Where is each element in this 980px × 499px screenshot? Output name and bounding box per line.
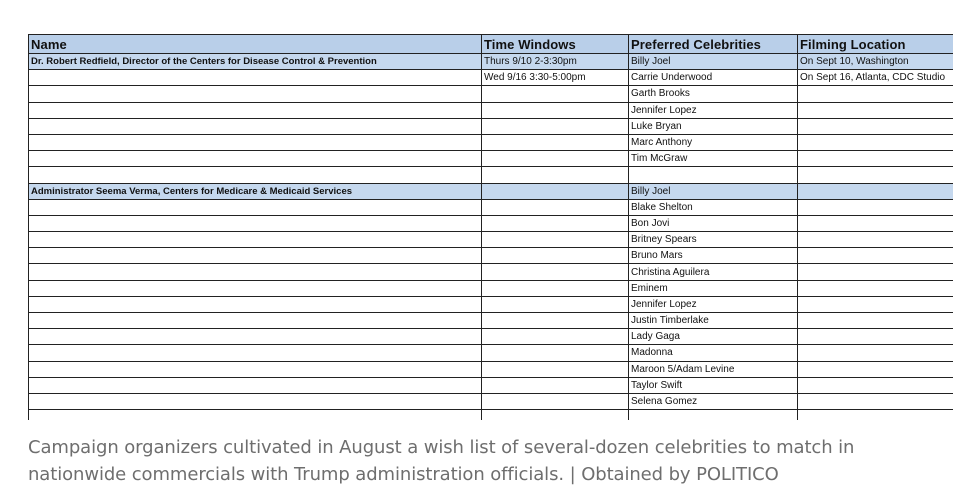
cell-filming-location <box>798 264 954 280</box>
table-row <box>29 393 954 409</box>
cell-filming-location <box>798 248 954 264</box>
cell-name <box>29 345 482 361</box>
cell-time-window <box>482 134 629 150</box>
cell-celebrity: Jennifer Lopez <box>629 102 798 118</box>
cell-filming-location <box>798 199 954 215</box>
cell-name <box>29 248 482 264</box>
cell-celebrity: Garth Brooks <box>629 86 798 102</box>
cell-filming-location <box>798 167 954 183</box>
table-row <box>29 167 954 183</box>
table-row <box>29 280 954 296</box>
cell-time-window <box>482 183 629 199</box>
cell-celebrity: Bon Jovi <box>629 215 798 231</box>
cell-name <box>29 393 482 409</box>
cell-time-window <box>482 215 629 231</box>
table-row <box>29 248 954 264</box>
cell-celebrity: Carrie Underwood <box>629 70 798 86</box>
cell-time-window: Wed 9/16 3:30-5:00pm <box>482 70 629 86</box>
cell-celebrity: Lady Gaga <box>629 329 798 345</box>
cell-name <box>29 264 482 280</box>
cell-name <box>29 215 482 231</box>
cell-name <box>29 151 482 167</box>
cell-celebrity: Madonna <box>629 345 798 361</box>
table-row <box>29 361 954 377</box>
cell-name <box>29 280 482 296</box>
cell-name <box>29 296 482 312</box>
cell-celebrity: Maroon 5/Adam Levine <box>629 361 798 377</box>
table-row <box>29 329 954 345</box>
cell-celebrity: Christina Aguilera <box>629 264 798 280</box>
cell-celebrity: Billy Joel <box>629 54 798 70</box>
cell-celebrity: Eminem <box>629 280 798 296</box>
table-row <box>29 86 954 102</box>
cell-filming-location <box>798 86 954 102</box>
celebrity-wish-list-table <box>28 34 953 420</box>
table-row <box>29 345 954 361</box>
cell-time-window <box>482 264 629 280</box>
cell-name <box>29 167 482 183</box>
cell-time-window <box>482 329 629 345</box>
cell-filming-location <box>798 361 954 377</box>
cell-filming-location <box>798 296 954 312</box>
table-body <box>29 54 954 421</box>
cell-filming-location <box>798 118 954 134</box>
cell-celebrity: Blake Shelton <box>629 199 798 215</box>
cell-time-window <box>482 151 629 167</box>
cell-filming-location <box>798 215 954 231</box>
cell-name <box>29 134 482 150</box>
header-name: Name <box>29 35 482 54</box>
cell-filming-location <box>798 329 954 345</box>
cell-celebrity: Bruno Mars <box>629 248 798 264</box>
cell-celebrity: Tim McGraw <box>629 151 798 167</box>
table-header-row <box>29 35 954 54</box>
cell-name <box>29 329 482 345</box>
cell-time-window <box>482 167 629 183</box>
table-row <box>29 313 954 329</box>
cell-time-window <box>482 296 629 312</box>
cell-filming-location: On Sept 10, Washington <box>798 54 954 70</box>
cell-name: Administrator Seema Verma, Centers for Medicare & Medicaid Services <box>29 183 482 199</box>
table-row <box>29 134 954 150</box>
cell-celebrity: Justin Timberlake <box>629 313 798 329</box>
cell-celebrity <box>629 410 798 420</box>
cell-time-window <box>482 118 629 134</box>
cell-filming-location <box>798 134 954 150</box>
cell-filming-location <box>798 345 954 361</box>
table-row <box>29 102 954 118</box>
cell-time-window <box>482 232 629 248</box>
table-row <box>29 232 954 248</box>
cell-name <box>29 118 482 134</box>
cell-time-window <box>482 393 629 409</box>
cell-filming-location <box>798 377 954 393</box>
cell-filming-location: On Sept 16, Atlanta, CDC Studio <box>798 70 954 86</box>
cell-time-window <box>482 313 629 329</box>
cell-filming-location <box>798 232 954 248</box>
cell-filming-location <box>798 410 954 420</box>
cell-celebrity: Taylor Swift <box>629 377 798 393</box>
cell-celebrity: Luke Bryan <box>629 118 798 134</box>
table-row <box>29 296 954 312</box>
cell-filming-location <box>798 183 954 199</box>
cell-celebrity: Jennifer Lopez <box>629 296 798 312</box>
table-row <box>29 199 954 215</box>
table-row <box>29 410 954 420</box>
header-preferred-celebrities: Preferred Celebrities <box>629 35 798 54</box>
cell-time-window <box>482 102 629 118</box>
cell-celebrity: Britney Spears <box>629 232 798 248</box>
cell-filming-location <box>798 313 954 329</box>
cell-name <box>29 102 482 118</box>
cell-time-window <box>482 361 629 377</box>
cell-celebrity: Selena Gomez <box>629 393 798 409</box>
cell-time-window <box>482 248 629 264</box>
table-row <box>29 54 954 70</box>
table-row <box>29 151 954 167</box>
cell-name <box>29 361 482 377</box>
table-row <box>29 215 954 231</box>
cell-time-window <box>482 410 629 420</box>
header-filming-location: Filming Location <box>798 35 954 54</box>
spreadsheet-image <box>28 34 953 420</box>
header-time-windows: Time Windows <box>482 35 629 54</box>
photo-caption: Campaign organizers cultivated in August a wish list of several-dozen celebrities to match in nationwide commercials with Trump administration officials. | Obtained by POLITICO <box>28 437 855 485</box>
cell-name <box>29 232 482 248</box>
table-row <box>29 377 954 393</box>
cell-celebrity: Marc Anthony <box>629 134 798 150</box>
cell-filming-location <box>798 393 954 409</box>
cell-filming-location <box>798 102 954 118</box>
cell-time-window <box>482 86 629 102</box>
table-row <box>29 264 954 280</box>
cell-filming-location <box>798 280 954 296</box>
cell-name <box>29 377 482 393</box>
table-row <box>29 183 954 199</box>
cell-time-window <box>482 280 629 296</box>
table-row <box>29 70 954 86</box>
cell-celebrity: Billy Joel <box>629 183 798 199</box>
cell-time-window <box>482 377 629 393</box>
cell-time-window <box>482 345 629 361</box>
cell-name <box>29 313 482 329</box>
cell-name <box>29 199 482 215</box>
cell-name <box>29 86 482 102</box>
cell-filming-location <box>798 151 954 167</box>
table-row <box>29 118 954 134</box>
cell-time-window <box>482 199 629 215</box>
cell-name <box>29 70 482 86</box>
cell-name <box>29 410 482 420</box>
cell-celebrity <box>629 167 798 183</box>
cell-name: Dr. Robert Redfield, Director of the Centers for Disease Control & Prevention <box>29 54 482 70</box>
cell-time-window: Thurs 9/10 2-3:30pm <box>482 54 629 70</box>
